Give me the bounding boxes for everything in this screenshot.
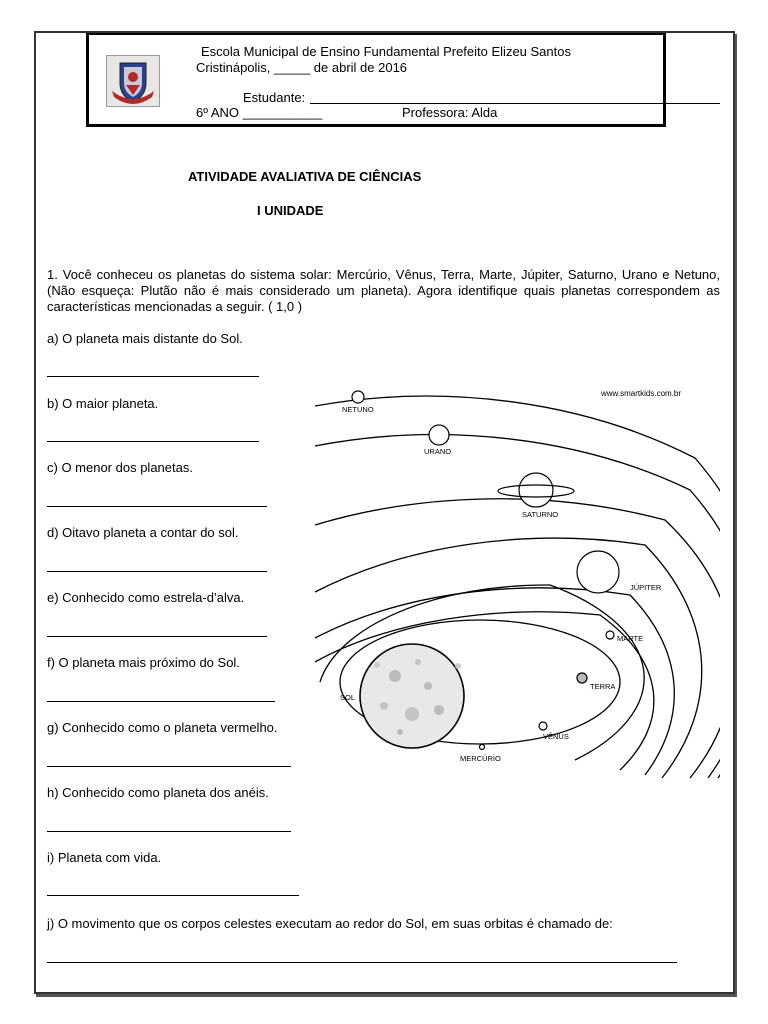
sun	[360, 644, 464, 748]
answer-line-f[interactable]	[47, 701, 275, 702]
grade-label: 6º ANO ___________	[196, 105, 323, 120]
answer-line-h[interactable]	[47, 831, 291, 832]
solar-system-diagram	[300, 380, 720, 780]
item-j: j) O movimento que os corpos celestes executam ao redor do Sol, em suas orbitas é chamado de:	[47, 916, 613, 931]
planet-jupiter	[577, 551, 619, 593]
diagram-source: www.smartkids.com.br	[601, 389, 682, 398]
question-1: 1. Você conheceu os planetas do sistema solar: Mercúrio, Vênus, Terra, Marte, Júpiter, Saturno, Urano e Netuno, (Não esqueça: Plutão não é mais considerado um planeta). Agora identifique quais planetas correspondem as características mencionadas a seguir. ( 1,0 )	[47, 267, 720, 314]
planet-neptune	[352, 391, 364, 403]
item-a: a) O planeta mais distante do Sol.	[47, 331, 243, 346]
answer-line-b[interactable]	[47, 441, 259, 442]
answer-line-c[interactable]	[47, 506, 267, 507]
item-i: i) Planeta com vida.	[47, 850, 162, 865]
answer-line-j[interactable]	[47, 962, 677, 963]
item-d: d) Oitavo planeta a contar do sol.	[47, 525, 239, 540]
orbit-jupiter	[315, 538, 702, 778]
item-b: b) O maior planeta.	[47, 396, 159, 411]
answer-line-g[interactable]	[47, 766, 291, 767]
item-c: c) O menor dos planetas.	[47, 460, 193, 475]
item-g: g) Conhecido como o planeta vermelho.	[47, 720, 278, 735]
planet-saturn	[519, 473, 553, 507]
answer-line-e[interactable]	[47, 636, 267, 637]
student-label: Estudante:	[243, 90, 306, 105]
planet-uranus	[429, 425, 449, 445]
school-crest-logo	[106, 55, 160, 107]
page-title: ATIVIDADE AVALIATIVA DE CIÊNCIAS	[188, 169, 422, 184]
item-h: h) Conhecido como planeta dos anéis.	[47, 785, 269, 800]
label-mercurio: MERCÚRIO	[460, 754, 501, 763]
label-urano: URANO	[424, 447, 452, 456]
label-saturno: SATURNO	[522, 510, 559, 519]
school-name: Escola Municipal de Ensino Fundamental Prefeito Elizeu Santos	[201, 44, 571, 59]
label-jupiter: JÚPITER	[630, 583, 662, 592]
answer-line-d[interactable]	[47, 571, 267, 572]
planet-venus	[539, 722, 547, 730]
unit-title: I UNIDADE	[257, 203, 324, 218]
item-e: e) Conhecido como estrela-d’alva.	[47, 590, 245, 605]
date-line: Cristinápolis, _____ de abril de 2016	[196, 60, 408, 75]
label-netuno: NETUNO	[342, 405, 374, 414]
student-name-blank[interactable]	[310, 103, 720, 104]
orbit-saturn	[315, 499, 720, 778]
item-f: f) O planeta mais próximo do Sol.	[47, 655, 240, 670]
label-terra: TERRA	[590, 682, 616, 691]
planet-mercury	[480, 745, 485, 750]
label-venus: VÊNUS	[543, 732, 569, 741]
teacher-name: Professora: Alda	[402, 105, 498, 120]
answer-line-i[interactable]	[47, 895, 299, 896]
planet-earth	[577, 673, 587, 683]
label-sol: SOL	[340, 693, 356, 702]
label-marte: MARTE	[617, 634, 644, 643]
answer-line-a[interactable]	[47, 376, 259, 377]
planet-mars	[606, 631, 614, 639]
